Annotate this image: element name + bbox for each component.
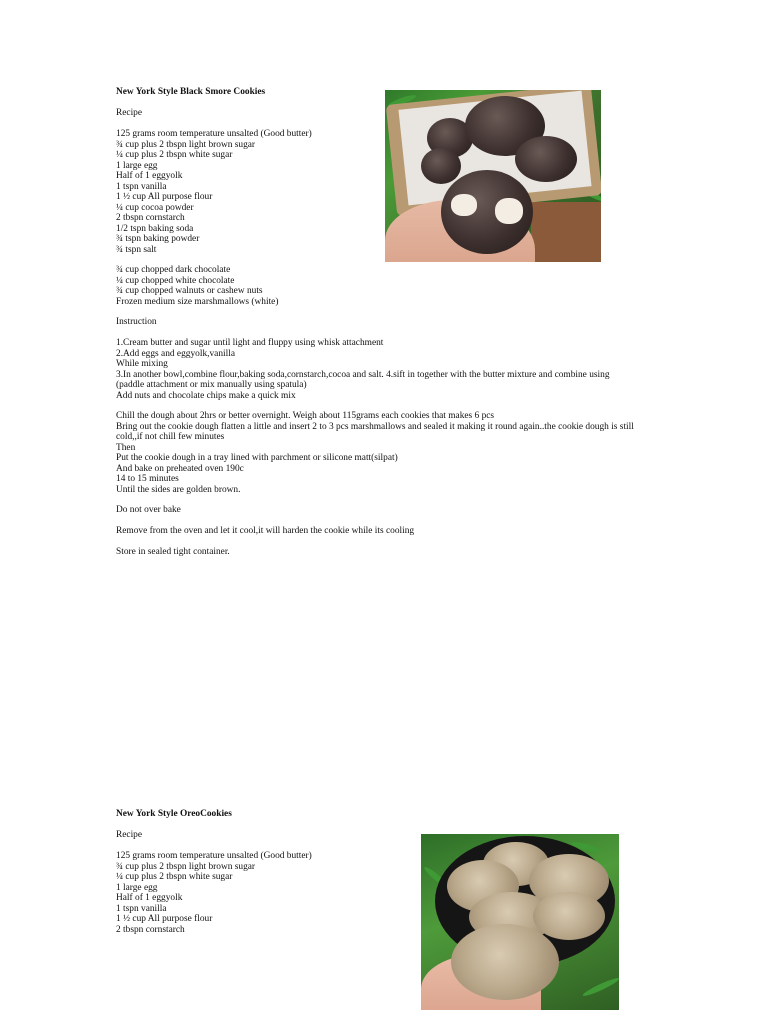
ingredient-line: Half of 1 eggyolk <box>116 893 183 903</box>
instruction-step: 14 to 15 minutes <box>116 474 179 484</box>
instruction-step: (paddle attachment or mix manually using spatula) <box>116 380 307 390</box>
ingredient-line: 1 large egg <box>116 160 158 171</box>
ingredient-line: ¼ cup plus 2 tbspn white sugar <box>116 150 233 160</box>
ingredient-line: 1/2 tspn baking soda <box>116 223 194 234</box>
ingredient-line: ¾ cup chopped walnuts or cashew nuts <box>116 286 263 296</box>
black-smore-cookies-photo <box>385 90 601 262</box>
instruction-step: Add nuts and chocolate chips make a quick mix <box>116 390 296 401</box>
ingredient-line: Frozen medium size marshmallows (white) <box>116 296 279 307</box>
note-store: Store in sealed tight container. <box>116 547 230 557</box>
ingredient-line: ¾ cup plus 2 tbspn light brown sugar <box>116 861 256 872</box>
note-overbake: Do not over bake <box>116 505 181 515</box>
ingredient-line: ¾ tspn baking powder <box>116 234 200 244</box>
recipe-2-label: Recipe <box>116 830 143 840</box>
ingredient-line: Half of 1 eggyolk <box>116 171 183 181</box>
ingredient-line: 1 tspn vanilla <box>116 181 167 192</box>
ingredient-line: 1 ½ cup All purpose flour <box>116 192 213 202</box>
ingredient-line: ¼ cup chopped white chocolate <box>116 275 235 286</box>
ingredient-line: ¾ tspn salt <box>116 244 157 255</box>
instruction-step: Then <box>116 442 136 453</box>
instruction-step: cold,,if not chill few minutes <box>116 432 225 442</box>
recipe-2-title: New York Style OreoCookies <box>116 809 232 819</box>
ingredient-line: 1 tspn vanilla <box>116 903 167 914</box>
recipe-1-label: Recipe <box>116 108 143 118</box>
instruction-step: 2.Add eggs and eggyolk,vanilla <box>116 348 235 359</box>
instruction-step: Until the sides are golden brown. <box>116 484 241 495</box>
ingredient-line: 1 large egg <box>116 882 158 893</box>
ingredient-line: ¼ cup cocoa powder <box>116 202 194 213</box>
oreo-cookies-photo <box>421 834 619 1010</box>
ingredient-line: 2 tbspn cornstarch <box>116 213 185 223</box>
ingredient-line: 1 ½ cup All purpose flour <box>116 914 213 924</box>
instruction-step: Bring out the cookie dough flatten a little and insert 2 to 3 pcs marshmallows and sealed it making it round again..the cookie dough is still <box>116 421 634 432</box>
ingredient-line: ¼ cup plus 2 tbspn white sugar <box>116 872 233 882</box>
ingredient-line: 125 grams room temperature unsalted (Good butter) <box>116 129 312 139</box>
instruction-step: While mixing <box>116 359 168 369</box>
instruction-label: Instruction <box>116 317 157 327</box>
ingredient-line: 125 grams room temperature unsalted (Good butter) <box>116 851 312 861</box>
recipe-1-title: New York Style Black Smore Cookies <box>116 87 266 97</box>
instruction-step: And bake on preheated oven 190c <box>116 463 244 474</box>
ingredient-line: ¾ cup plus 2 tbspn light brown sugar <box>116 139 256 150</box>
instruction-step: Chill the dough about 2hrs or better overnight. Weigh about 115grams each cookies that makes 6 pcs <box>116 411 495 421</box>
instruction-step: 3.In another bowl,combine flour,baking soda,cornstarch,cocoa and salt. 4.sift in together with the butter mixture and combine using <box>116 369 610 380</box>
note-cool: Remove from the oven and let it cool,it will harden the cookie while its cooling <box>116 526 415 536</box>
instruction-step: Put the cookie dough in a tray lined with parchment or silicone matt(silpat) <box>116 453 398 463</box>
instruction-step: 1.Cream butter and sugar until light and fluppy using whisk attachment <box>116 338 384 348</box>
ingredient-line: ¾ cup chopped dark chocolate <box>116 265 231 275</box>
ingredient-line: 2 tbspn cornstarch <box>116 924 185 935</box>
